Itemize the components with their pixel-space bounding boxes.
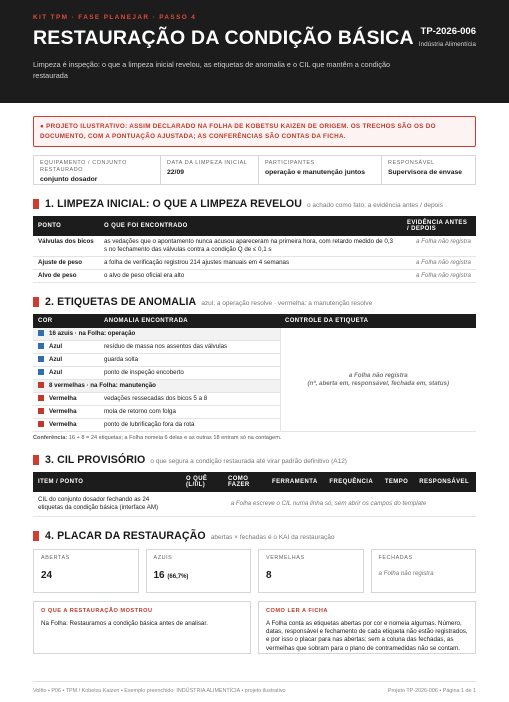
red-tag-icon: [38, 382, 44, 388]
section-3-heading: 3. CIL PROVISÓRIO o que segura a condição restaurada até virar padrão definitivo (A12): [33, 454, 476, 466]
card-blue: AZUIS 16 (66,7%): [146, 549, 252, 593]
section-marker: [33, 199, 39, 209]
section-marker: [33, 297, 39, 307]
tag-group-red: 8 vermelhas · na Folha: manutenção: [33, 380, 476, 393]
tags-conference: Conferência: 16 + 8 = 24 etiquetas; a Folha nomeia 6 delas e as outras 18 entram só na contagem.: [33, 435, 282, 441]
info-participants: PARTICIPANTES operação e manutenção juntos: [259, 156, 382, 184]
table-row: Azul resíduo de massa nos assentos das válvulas: [33, 341, 476, 354]
conclusion-boxes: [33, 601, 476, 654]
document-id: TP-2026-006: [420, 26, 476, 37]
footer-left: Voltto • P06 • TPM / Kobetsu Kaizen • Exemplo preenchido: INDÚSTRIA ALIMENTÍCIA • projeto ilustrativo: [33, 688, 286, 694]
card-open: ABERTAS 24: [33, 549, 139, 593]
red-tag-icon: [38, 408, 44, 414]
info-date: DATA DA LIMPEZA INICIAL 22/09: [161, 156, 259, 184]
cleaning-table: PONTO O QUE FOI ENCONTRADO EVIDÊNCIA ANTES / DEPOIS Válvulas dos bicos as vedações que o apontamento nunca acusou apareceram na primeira hora, com retardo medido de 0,3 s no fechamento das válvulas contra a condição Q de ≤ 0,1 s a Folha não registra Ajuste de peso a folha de verificação registrou 214 ajustes manuais em 4 semanas a Folha não registra Alvo de peso o alvo de peso oficial era alto a Folha não registra: [33, 216, 476, 283]
table-row: Vermelha ponto de lubrificação fora da rota: [33, 419, 476, 432]
card-closed: FECHADAS a Folha não registra: [371, 549, 477, 593]
illustrative-notice: ● PROJETO ILUSTRATIVO: ASSIM DECLARADO NA FOLHA DE KOBETSU KAIZEN DE ORIGEM. OS TRECHOS SÃO OS DO DOCUMENTO, COM A PONTUAÇÃO AJUSTADA; AS CONFERÊNCIAS SÃO CONTAS DA FICHA.: [33, 116, 476, 147]
document-sector: Indústria Alimentícia: [418, 41, 476, 48]
table-row: Ajuste de peso a folha de verificação registrou 214 ajustes manuais em 4 semanas a Folha não registra: [33, 257, 476, 270]
red-tag-icon: [38, 421, 44, 427]
scoreboard: [33, 549, 476, 593]
info-strip: [33, 155, 476, 185]
header: [0, 0, 509, 103]
tag-group-blue: 16 azuis · na Folha: operação a Folha não registra (nº, aberta em, responsável, fechada em, status): [33, 328, 476, 341]
page-title: RESTAURAÇÃO DA CONDIÇÃO BÁSICA: [33, 27, 414, 49]
section-2-heading: 2. ETIQUETAS DE ANOMALIA azul: a operação resolve · vermelha: a manutenção resolve: [33, 296, 476, 308]
card-red: VERMELHAS 8: [258, 549, 364, 593]
table-row: Azul ponto de inspeção encoberto: [33, 367, 476, 380]
red-tag-icon: [38, 395, 44, 401]
table-row: Vermelha vedações ressecadas dos bicos 5 a 8: [33, 393, 476, 406]
box-restoration-showed: O QUE A RESTAURAÇÃO MOSTROU Na Folha: Restauramos a condição básica antes de analisar.: [33, 601, 251, 654]
info-responsible: RESPONSÁVEL Supervisora de envase: [388, 160, 463, 176]
blue-tag-icon: [38, 356, 44, 362]
document-id-block: [419, 26, 476, 49]
table-row: CIL do conjunto dosador fechando as 24 etiquetas da condição básica (interface AM) a Folha escreve o CIL numa linha só, sem abrir os campos do template: [33, 492, 476, 517]
tag-control-cell: a Folha não registra (nº, aberta em, responsável, fechada em, status): [280, 328, 476, 432]
footer-right: Projeto TP-2026-006 • Página 1 de 1: [387, 688, 476, 694]
box-how-to-read: COMO LER A FICHA A Folha conta as etiquetas abertas por cor e nomeia algumas. Número, datas, responsável e fechamento de cada etiqueta não estão registrados, e por isso o placar para nas abertas: sem a coluna das fechadas, as vermelhas que sobram para o plano de contramedidas não se contam.: [258, 601, 476, 654]
kicker: KIT TPM · FASE PLANEJAR · PASSO 4: [33, 14, 197, 21]
blue-tag-icon: [38, 343, 44, 349]
section-4-heading: 4. PLACAR DA RESTAURAÇÃO abertas × fechadas é o KAI da restauração: [33, 530, 476, 542]
cil-table: ITEM / PONTO O QUÊ (L/I/L) COMO FAZER FERRAMENTA FREQUÊNCIA TEMPO RESPONSÁVEL CIL do conjunto dosador fechando as 24 etiquetas da condição básica (interface AM) a Folha escreve o CIL numa linha só, sem abrir os campos do template: [33, 472, 476, 517]
table-row: Alvo de peso o alvo de peso oficial era alto a Folha não registra: [33, 270, 476, 283]
table-row: Azul guarda solta: [33, 354, 476, 367]
page-subtitle: Limpeza é inspeção: o que a limpeza inicial revelou, as etiquetas de anomalia e o CIL que mantêm a condição restaurada: [33, 60, 391, 80]
blue-tag-icon: [38, 369, 44, 375]
table-row: Vermelha mola de retorno com folga: [33, 406, 476, 419]
section-marker: [33, 455, 39, 465]
footer: [33, 681, 476, 694]
table-row: Válvulas dos bicos as vedações que o apontamento nunca acusou apareceram na primeira hora, com retardo medido de 0,3 s no fechamento das válvulas contra a condição Q de ≤ 0,1 s a Folha não registra: [33, 236, 476, 257]
info-equipment: EQUIPAMENTO / CONJUNTO RESTAURADO conjunto dosador: [34, 156, 161, 184]
blue-tag-icon: [38, 330, 44, 336]
tags-table: COR ANOMALIA ENCONTRADA CONTROLE DA ETIQUETA 16 azuis · na Folha: operação a Folha não registra (nº, aberta em, responsável, fechada em, status) Azul resíduo de massa nos assentos das válvulas Azul guarda solta Azul ponto de inspeção encoberto 8 vermelhas · na Folha: manutenção Vermelha vedações ressecadas dos bicos 5 a 8 Vermelha mola de retorno com folga Vermelha ponto de lubrificação fora da rota: [33, 314, 476, 432]
section-marker: [33, 531, 39, 541]
section-1-heading: 1. LIMPEZA INICIAL: O QUE A LIMPEZA REVELOU o achado como fato; a evidência antes / depois: [33, 198, 476, 210]
